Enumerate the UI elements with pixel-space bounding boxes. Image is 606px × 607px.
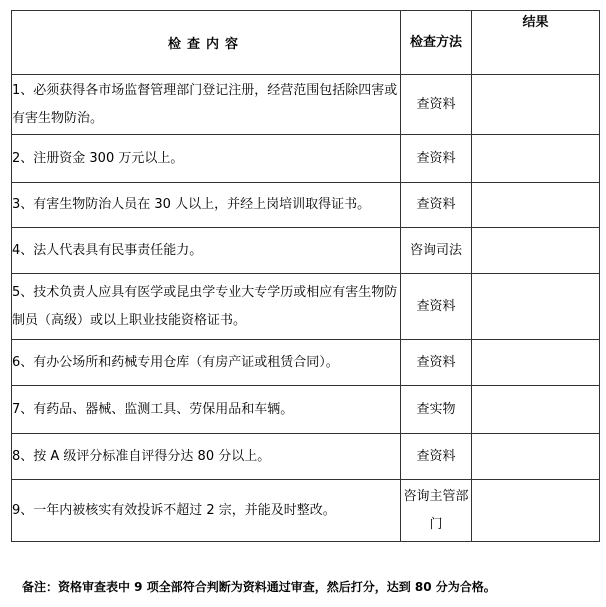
row-method: 咨询主管部门 [401, 480, 472, 542]
table-row [12, 228, 600, 274]
table-header-row [12, 11, 600, 75]
row-method: 查资料 [401, 274, 472, 340]
row-method: 查资料 [401, 434, 472, 480]
row-content: 5、技术负责人应具有医学或昆虫学专业大专学历或相应有害生物防制员（高级）或以上职业技能资格证书。 [12, 274, 401, 340]
row-result [472, 480, 600, 542]
table-row [12, 135, 600, 183]
table-row [12, 75, 600, 135]
row-content: 4、法人代表具有民事责任能力。 [12, 228, 401, 274]
row-content: 6、有办公场所和药械专用仓库（有房产证或租赁合同）。 [12, 340, 401, 386]
table-row [12, 274, 600, 340]
row-result [472, 75, 600, 135]
row-content: 8、按 A 级评分标准自评得分达 80 分以上。 [12, 434, 401, 480]
row-content: 1、必须获得各市场监督管理部门登记注册，经营范围包括除四害或有害生物防治。 [12, 75, 401, 135]
row-content: 2、注册资金 300 万元以上。 [12, 135, 401, 183]
row-content: 3、有害生物防治人员在 30 人以上，并经上岗培训取得证书。 [12, 183, 401, 228]
row-content: 9、一年内被核实有效投诉不超过 2 宗，并能及时整改。 [12, 480, 401, 542]
table-row [12, 480, 600, 542]
row-content: 7、有药品、器械、监测工具、劳保用品和车辆。 [12, 386, 401, 434]
table-row [12, 434, 600, 480]
inspection-table [11, 10, 600, 542]
row-result [472, 386, 600, 434]
row-method: 查资料 [401, 183, 472, 228]
row-method: 查资料 [401, 135, 472, 183]
row-method: 查资料 [401, 75, 472, 135]
row-result [472, 340, 600, 386]
row-method: 咨询司法 [401, 228, 472, 274]
header-method: 检查方法 [401, 11, 472, 75]
row-result [472, 228, 600, 274]
row-result [472, 183, 600, 228]
row-result [472, 274, 600, 340]
header-result: 结果 [472, 11, 600, 75]
row-method: 查资料 [401, 340, 472, 386]
table-row [12, 183, 600, 228]
row-method: 查实物 [401, 386, 472, 434]
table-row [12, 386, 600, 434]
header-content: 检查内容 [12, 11, 401, 75]
table-row [12, 340, 600, 386]
row-result [472, 434, 600, 480]
remark-note: 备注：资格审查表中 9 项全部符合判断为资料通过审查，然后打分，达到 80 分为合格。 [22, 580, 496, 594]
row-result [472, 135, 600, 183]
